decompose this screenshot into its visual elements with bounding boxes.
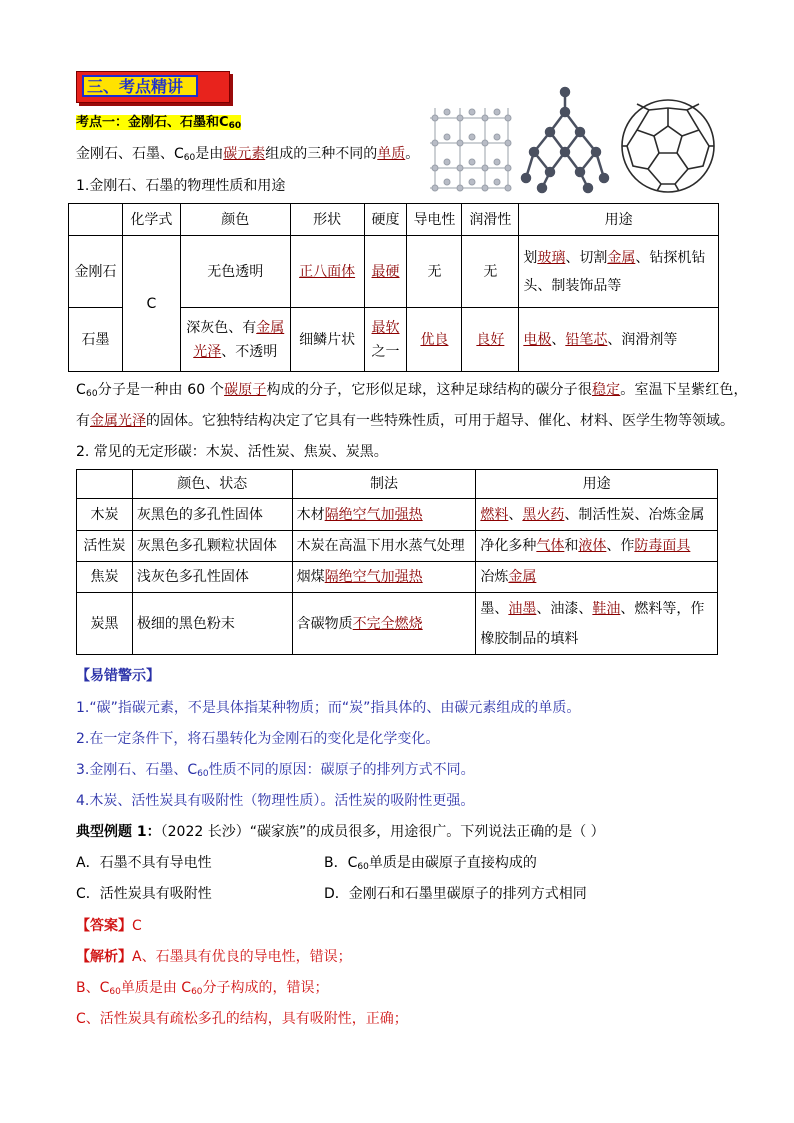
option-c: C．活性炭具有吸附性 <box>76 886 212 902</box>
carbon-black-use: 墨、油墨、油漆、鞋油、燃料等，作 橡胶制品的填料 <box>476 593 718 655</box>
graphite-use: 电极、铅笔芯、润滑剂等 <box>519 308 719 372</box>
answer: 【答案】C <box>76 918 142 934</box>
formula-cell: C <box>122 236 180 372</box>
table1-header-lubricity: 润滑性 <box>462 204 519 236</box>
graphite-color: 深灰色、有金属 光泽、不透明 <box>180 308 290 372</box>
warning-1: 1.“碳”指碳元素，不是具体指某种物质；而“炭”指具体的、由碳元素组成的单质。 <box>76 700 581 716</box>
point1-title: 考点一：金刚石、石墨和$C_{60}$ <box>76 115 242 131</box>
diamond-structure-image <box>520 86 610 194</box>
section-banner <box>76 71 230 103</box>
c60-para-line2: 有金属光泽的固体。它独特结构决定了它具有一些特殊性质，可用于超导、催化、材料、医学生物等领域。 <box>76 413 734 429</box>
analysis-3: C、活性炭具有疏松多孔的结构，具有吸附性，正确； <box>76 1011 408 1027</box>
warning-title: 【易错警示】 <box>76 668 160 684</box>
coke-name: 焦炭 <box>77 562 133 593</box>
diamond-conductivity: 无 <box>407 236 462 308</box>
diamond-shape: 正八面体 <box>290 236 364 308</box>
warning-3: 3.金刚石、石墨、$C_{60}$性质不同的原因：碳原子的排列方式不同。 <box>76 762 475 779</box>
coke-color: 浅灰色多孔性固体 <box>132 562 292 593</box>
graphite-lubricity: 良好 <box>462 308 519 372</box>
table1-header-shape: 形状 <box>290 204 364 236</box>
section-title: 三、考点精讲 <box>87 77 184 96</box>
carbon-black-name: 炭黑 <box>77 593 133 655</box>
graphite-hardness: 最软 之一 <box>364 308 407 372</box>
diamond-color: 无色透明 <box>180 236 290 308</box>
table-amorphous-carbon <box>76 469 718 655</box>
c60-para-line1: $C_{60}$分子是一种由 60 个碳原子构成的分子，它形似足球，这种足球结构的碳分子很稳定。室温下呈紫红色， <box>76 382 748 399</box>
graphite-name: 石墨 <box>69 308 123 372</box>
carbon-black-make: 含碳物质不完全燃烧 <box>292 593 476 655</box>
table-carbon-allotropes <box>68 203 719 372</box>
activated-carbon-color: 灰黑色多孔颗粒状固体 <box>132 531 292 562</box>
diamond-name: 金刚石 <box>69 236 123 308</box>
option-b: B．$C_{60}$单质是由碳原子直接构成的 <box>324 855 537 872</box>
charcoal-name: 木炭 <box>77 499 133 531</box>
table1-header-color: 颜色 <box>180 204 290 236</box>
table2-header-make: 制法 <box>292 470 476 499</box>
activated-carbon-use: 净化多种气体和液体、作防毒面具 <box>476 531 718 562</box>
diamond-hardness: 最硬 <box>364 236 407 308</box>
analysis-2: B、$C_{60}$单质是由 $C_{60}$分子构成的，错误； <box>76 980 329 997</box>
table1-header-conductivity: 导电性 <box>407 204 462 236</box>
table1-header-hardness: 硬度 <box>364 204 407 236</box>
table1-header-use: 用途 <box>519 204 719 236</box>
carbon-black-color: 极细的黑色粉末 <box>132 593 292 655</box>
coke-use: 冶炼金属 <box>476 562 718 593</box>
table2-header-color: 颜色、状态 <box>132 470 292 499</box>
option-d: D．金刚石和石墨里碳原子的排列方式相同 <box>324 886 587 902</box>
analysis-1: 【解析】A、石墨具有优良的导电性，错误； <box>76 949 352 965</box>
table2-header-blank <box>77 470 133 499</box>
charcoal-make: 木材隔绝空气加强热 <box>292 499 476 531</box>
graphite-conductivity: 优良 <box>407 308 462 372</box>
subtitle-2: 2. 常见的无定形碳：木炭、活性炭、焦炭、炭黑。 <box>76 444 388 460</box>
warning-4: 4.木炭、活性炭具有吸附性（物理性质）。活性炭的吸附性更强。 <box>76 793 475 809</box>
option-a: A．石墨不具有导电性 <box>76 855 212 871</box>
charcoal-color: 灰黑色的多孔性固体 <box>132 499 292 531</box>
coke-make: 烟煤隔绝空气加强热 <box>292 562 476 593</box>
table2-header-use: 用途 <box>476 470 718 499</box>
activated-carbon-make: 木炭在高温下用水蒸气处理 <box>292 531 476 562</box>
diamond-lubricity: 无 <box>462 236 519 308</box>
graphite-shape: 细鳞片状 <box>290 308 364 372</box>
c60-structure-image <box>615 96 721 196</box>
table1-header-formula: 化学式 <box>122 204 180 236</box>
diamond-use: 划玻璃、切割金属、钻探机钻 头、制装饰品等 <box>519 236 719 308</box>
warning-2: 2.在一定条件下，将石墨转化为金刚石的变化是化学变化。 <box>76 731 440 747</box>
charcoal-use: 燃料、黑火药、制活性炭、冶炼金属 <box>476 499 718 531</box>
table1-header-blank <box>69 204 123 236</box>
subtitle-1: 1.金刚石、石墨的物理性质和用途 <box>76 178 286 194</box>
example-stem: 典型例题 1：（2022 长沙）“碳家族”的成员很多，用途很广。下列说法正确的是（ ） <box>76 824 605 840</box>
activated-carbon-name: 活性炭 <box>77 531 133 562</box>
graphite-structure-image <box>420 98 520 194</box>
intro-line: 金刚石、石墨、$C_{60}$是由碳元素组成的三种不同的单质。 <box>76 146 420 163</box>
